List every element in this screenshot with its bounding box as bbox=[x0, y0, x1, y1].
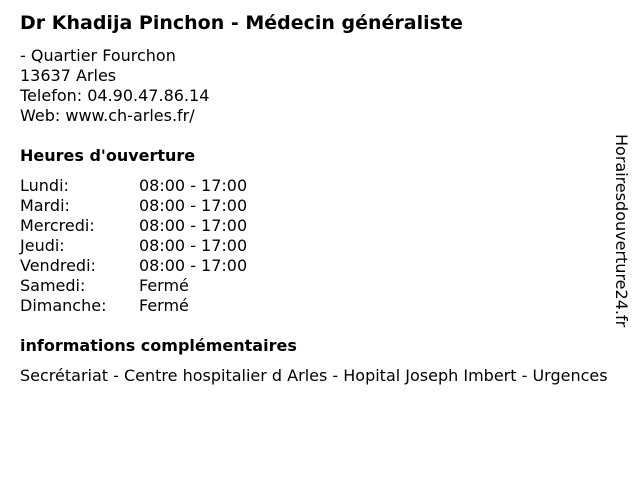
address-block bbox=[20, 46, 606, 126]
page-title: Dr Khadija Pinchon - Médecin généraliste bbox=[20, 12, 463, 34]
time-value: Fermé bbox=[139, 276, 189, 295]
day-label: Lundi: bbox=[20, 176, 69, 195]
hours-row-monday bbox=[20, 176, 606, 196]
time-value: 08:00 - 17:00 bbox=[139, 196, 248, 215]
day-label: Samedi: bbox=[20, 276, 86, 295]
day-label: Mercredi: bbox=[20, 216, 95, 235]
phone-number: Telefon: 04.90.47.86.14 bbox=[20, 86, 210, 105]
hours-row-tuesday bbox=[20, 196, 606, 216]
website-link[interactable]: Web: www.ch-arles.fr/ bbox=[20, 106, 195, 125]
hours-row-sunday bbox=[20, 296, 606, 316]
hours-table bbox=[20, 176, 606, 316]
hours-row-saturday bbox=[20, 276, 606, 296]
hours-heading: Heures d'ouverture bbox=[20, 146, 196, 165]
time-value: 08:00 - 17:00 bbox=[139, 236, 248, 255]
time-value: Fermé bbox=[139, 296, 189, 315]
address-street: - Quartier Fourchon bbox=[20, 46, 176, 65]
day-label: Dimanche: bbox=[20, 296, 107, 315]
address-city: 13637 Arles bbox=[20, 66, 117, 85]
hours-row-wednesday bbox=[20, 216, 606, 236]
day-label: Mardi: bbox=[20, 196, 70, 215]
day-label: Jeudi: bbox=[20, 236, 65, 255]
time-value: 08:00 - 17:00 bbox=[139, 176, 248, 195]
time-value: 08:00 - 17:00 bbox=[139, 216, 248, 235]
hours-row-friday bbox=[20, 256, 606, 276]
site-watermark: Horairesdouverture24.fr bbox=[612, 134, 631, 328]
info-heading: informations complémentaires bbox=[20, 336, 297, 355]
hours-row-thursday bbox=[20, 236, 606, 256]
doctor-info-card bbox=[20, 10, 606, 386]
day-label: Vendredi: bbox=[20, 256, 96, 275]
info-text: Secrétariat - Centre hospitalier d Arles - Hopital Joseph Imbert - Urgences bbox=[20, 366, 608, 385]
time-value: 08:00 - 17:00 bbox=[139, 256, 248, 275]
